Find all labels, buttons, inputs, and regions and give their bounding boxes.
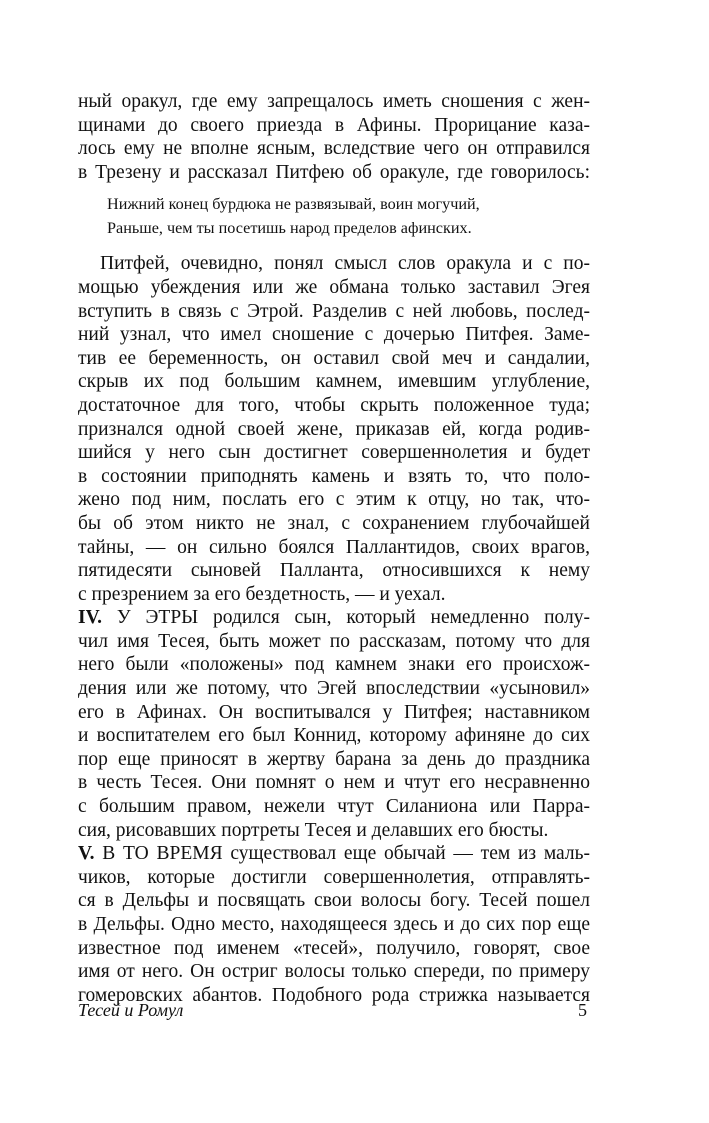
text-line: ний узнал, что имел сношение с дочерью Питфея. Заме- xyxy=(78,324,590,346)
text-line: известное под именем «тесей», получило, говорят, свое xyxy=(78,937,590,959)
page-number: 5 xyxy=(578,1000,587,1020)
section-first-line xyxy=(78,842,590,866)
paragraph-1 xyxy=(78,90,590,184)
text-line: Питфей, очевидно, понял смысл слов оракула и с по- xyxy=(100,253,590,275)
paragraph-2 xyxy=(78,252,590,606)
text-line: имя от него. Он остриг волосы только спереди, по примеру xyxy=(78,961,590,983)
text-line: пор еще приносят в жертву барана за день до праздника xyxy=(78,748,590,770)
text-line: ный оракул, где ему запрещалось иметь сношения с жен- xyxy=(78,91,590,112)
text-line: в состоянии приподнять камень и взять то, что поло- xyxy=(78,465,590,487)
text-line: дения или же потому, что Эгей впоследствии «усыновил» xyxy=(78,678,590,700)
text-line: и воспитателем его был Коннид, которому афиняне до сих xyxy=(78,725,590,747)
section-first-line xyxy=(78,606,590,630)
text-line: в Трезену и рассказал Питфею об оракуле, где говорилось: xyxy=(78,161,590,183)
text-line: него были «положены» под камнем знаки его происхож- xyxy=(78,654,590,676)
running-footer-title: Тесей и Ромул xyxy=(78,1000,184,1020)
text-line: скрыв их под большим камнем, имевшим углубление, xyxy=(78,371,590,393)
text-line: сия, рисовавших портреты Тесея и делавших его бюсты. xyxy=(78,819,549,841)
section-heading: У ЭТРЫ xyxy=(116,607,199,629)
section-first-text: существовал еще обычай — тем из маль- xyxy=(222,843,591,865)
section-number: V. xyxy=(78,843,95,865)
text-line: лось ему не вполне ясным, вследствие чего он отправился xyxy=(78,138,590,160)
text-line: ся в Дельфы и посвящать свои волосы богу. Тесей пошел xyxy=(78,890,590,912)
text-line: мощью убеждения или же обмана только заставил Эгея xyxy=(78,276,590,298)
main-text xyxy=(78,90,590,1007)
text-line: пятидесяти сыновей Палланта, относившихся к нему xyxy=(78,560,590,582)
text-line: жено под ним, послать его с этим к отцу, но так, что- xyxy=(78,489,590,511)
text-line: гомеровских абантов. Подобного рода стрижка называется xyxy=(78,984,590,1006)
text-line: тайны, — он сильно боялся Паллантидов, своих врагов, xyxy=(78,536,590,558)
text-line: чил имя Тесея, быть может по рассказам, потому что для xyxy=(78,630,590,652)
section-number: IV. xyxy=(78,607,103,629)
text-line: шийся у него сын достигнет совершеннолетия и будет xyxy=(78,442,590,464)
text-line: с презрением за его бездетность, — и уехал. xyxy=(78,583,446,605)
text-line: тив ее беременность, он оставил свой меч и сандалии, xyxy=(78,347,590,369)
section-first-text: родился сын, который немедленно полу- xyxy=(198,607,591,629)
text-line: бы об этом никто не знал, с сохранением глубочайшей xyxy=(78,512,590,534)
section-iv xyxy=(78,606,590,842)
verse-line: Раньше, чем ты посетишь народ пределов афинских. xyxy=(107,219,472,238)
oracle-verse xyxy=(107,192,590,240)
text-line: чиков, которые достигли совершеннолетия, отправлять- xyxy=(78,866,590,888)
text-line: в честь Тесея. Они помнят о нем и чтут его несравненно xyxy=(78,772,590,794)
text-line: достаточное для того, чтобы скрыть положенное туда; xyxy=(78,394,590,416)
text-line: с большим правом, нежели чтут Силаниона или Парра- xyxy=(78,796,590,818)
section-v xyxy=(78,842,590,1007)
text-line: признался одной своей жене, приказав ей, когда родив- xyxy=(78,418,590,440)
text-line: его в Афинах. Он воспитывался у Питфея; наставником xyxy=(78,701,590,723)
text-line: вступить в связь с Этрой. Разделив с ней любовь, послед- xyxy=(78,300,590,322)
verse-line: Нижний конец бурдюка не развязывай, воин могучий, xyxy=(107,195,480,214)
section-heading: В ТО ВРЕМЯ xyxy=(102,843,223,865)
text-line: щинами до своего приезда в Афины. Прорицание каза- xyxy=(78,114,590,136)
text-line: в Дельфы. Одно место, находящееся здесь и до сих пор еще xyxy=(78,914,590,935)
